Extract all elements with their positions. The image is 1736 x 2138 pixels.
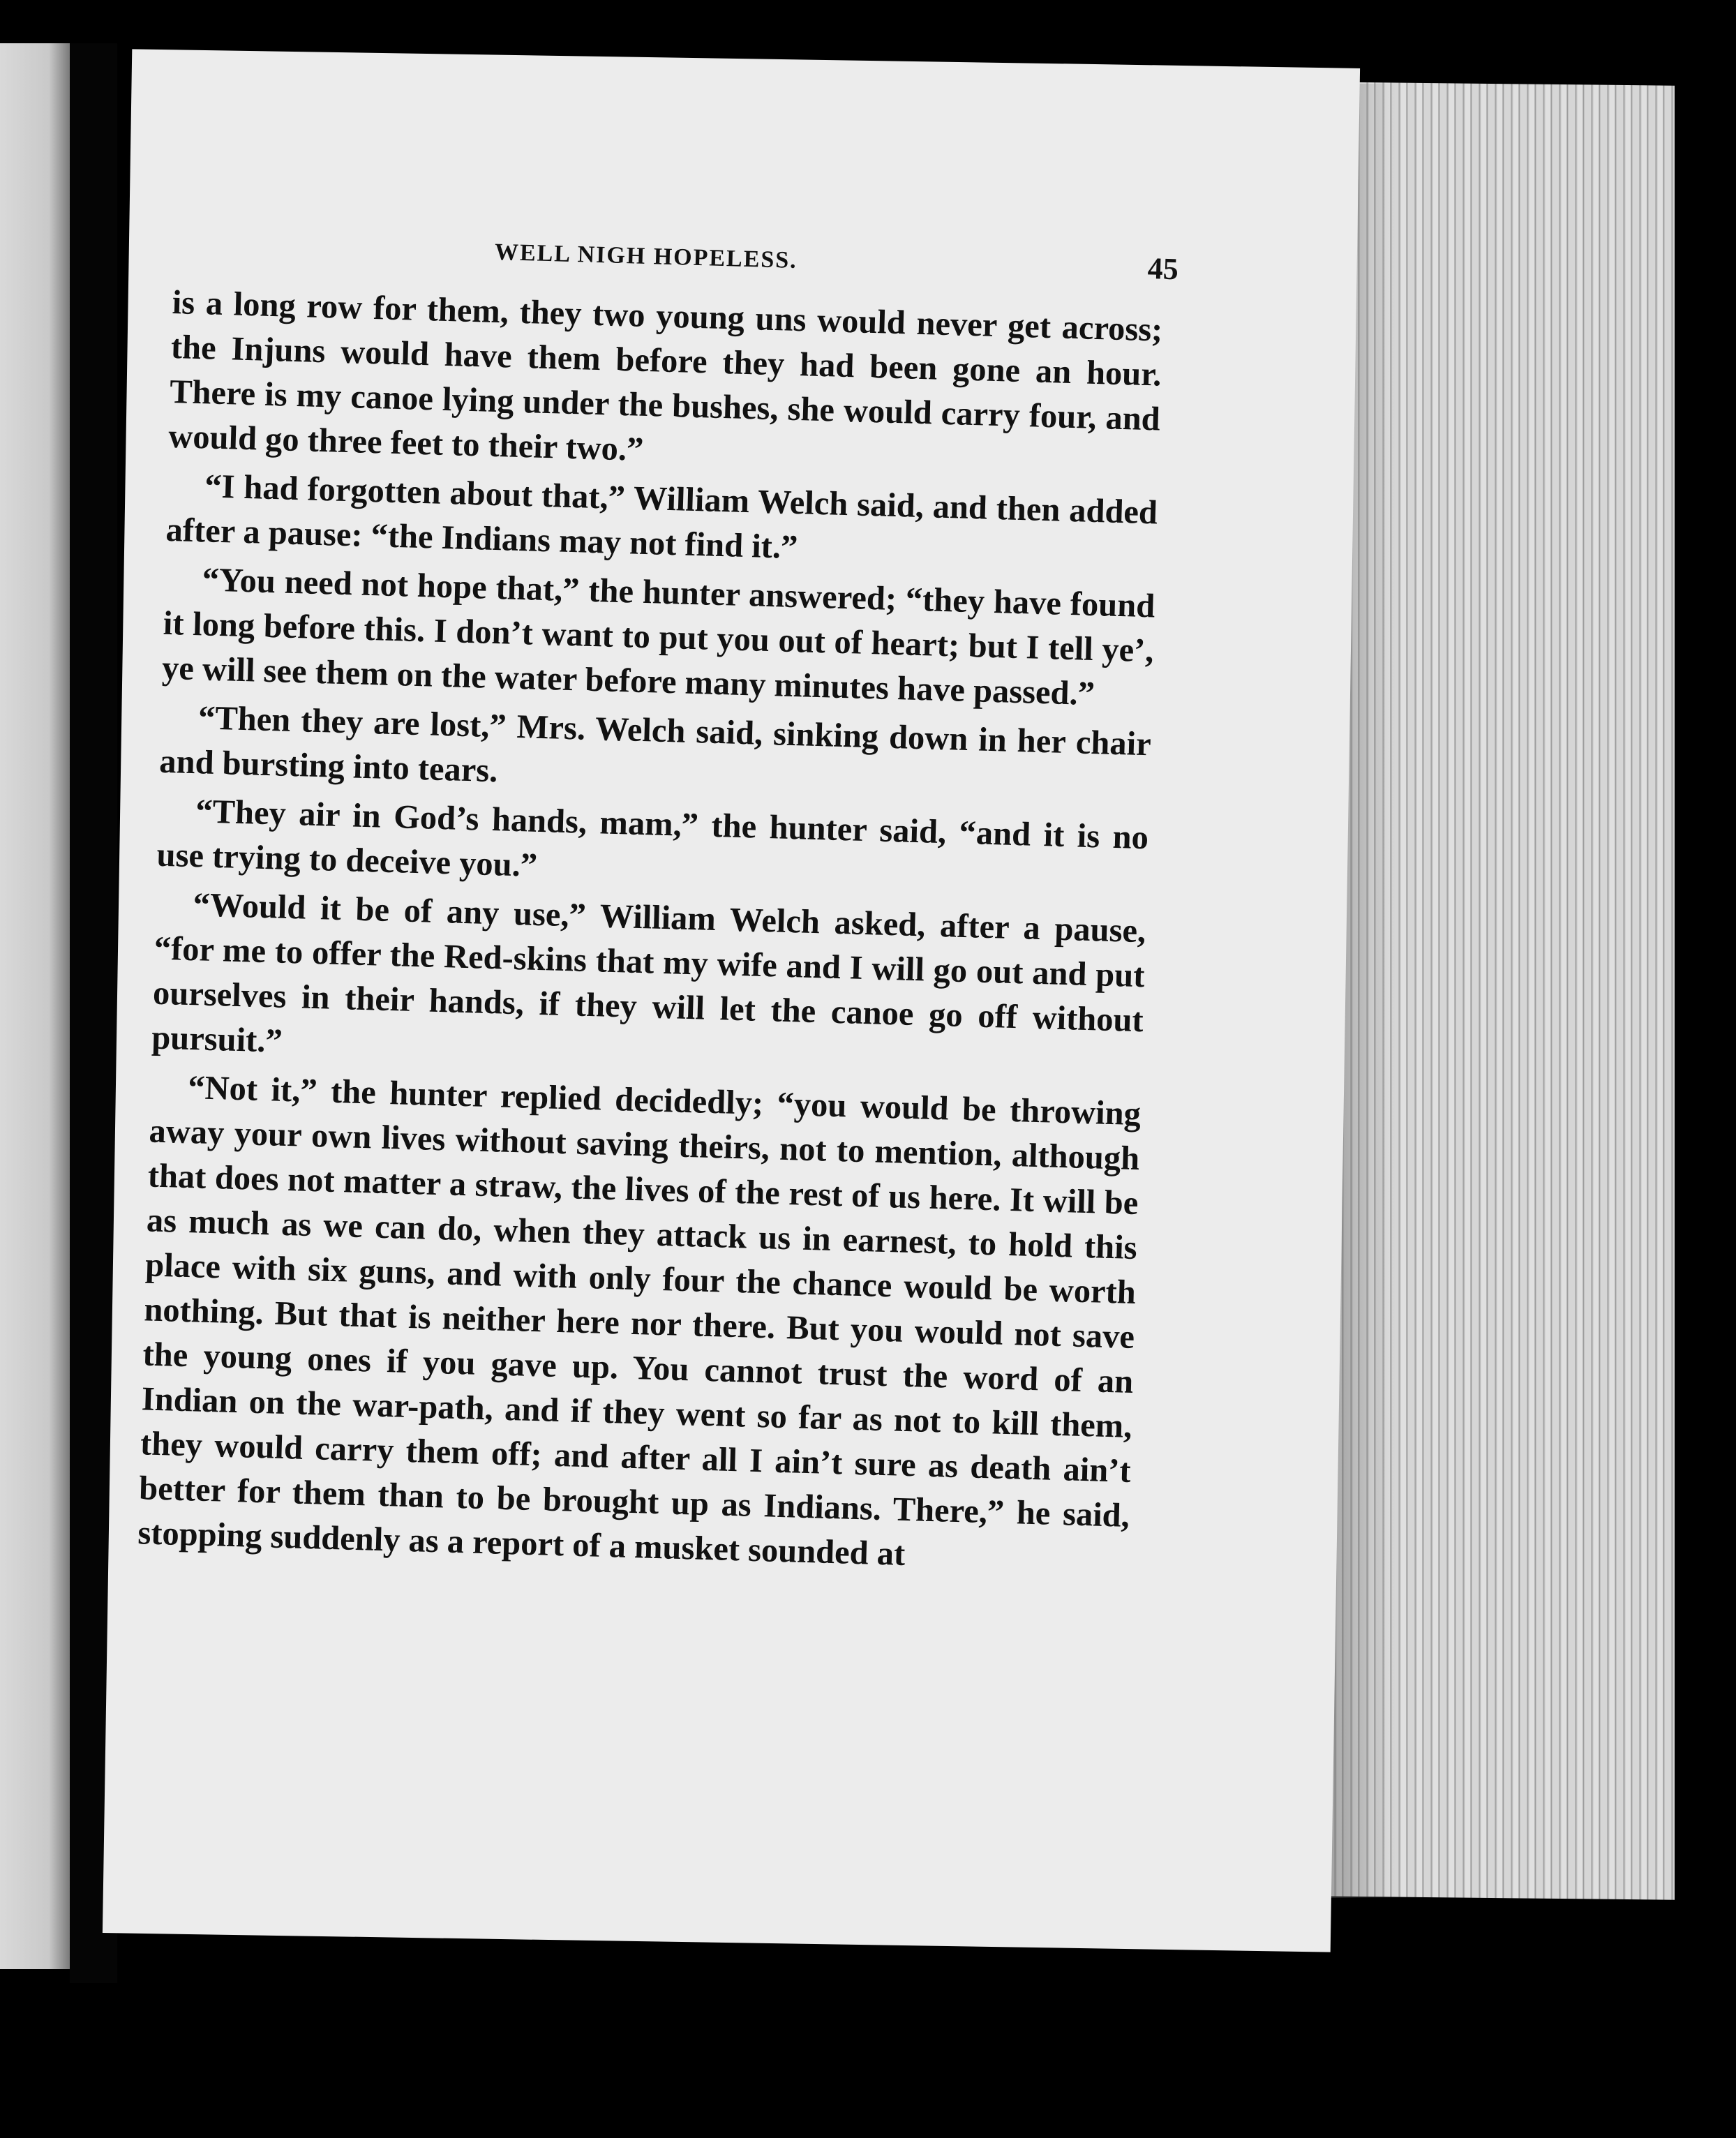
paragraph: “Not it,” the hunter replied decidedly; “you would be throwing away your own lives without saving theirs, not to mention, although that does not matter a straw, the lives of the rest of us here. It will be as much as we can do, when they attack us in earnest, to hold this place with six guns, and with only four the chance would be worth nothing. But that is neither here nor there. But you would not save the young ones if you gave up. You cannot trust the word of an Indian on the war-path, and if they went so far as not to kill them, they would carry them off; and after all I ain’t sure as death ain’t better for them than to be brought up as Indians. There,” he said, stopping suddenly as a report of a musket sounded at: [137, 1069, 1142, 1573]
running-head-title: WELL NIGH HOPELESS.: [494, 239, 798, 274]
paragraph: “They air in God’s hands, mam,” the hunter said, “and it is no use trying to deceive you.”: [156, 793, 1149, 884]
paragraph: “Then they are lost,” Mrs. Welch said, sinking down in her chair and bursting into tears.: [158, 699, 1152, 790]
facing-page-edge: [0, 43, 70, 1969]
page-content: [137, 223, 1179, 1587]
paragraph: is a long row for them, they two young uns would never get across; the Injuns would have them before they had been gone an hour. There is my canoe lying under the bushes, she would carry four, and would go three feet to their two.”: [167, 283, 1164, 468]
paragraph: “I had forgotten about that,” William Welch said, and then added after a pause: “the Indians may not find it.”: [165, 468, 1158, 567]
page-number: 45: [1147, 251, 1179, 287]
paragraph: “You need not hope that,” the hunter answered; “they have found it long before this. I don’t want to put you out of heart; but I tell ye’, ye will see them on the water before many minutes have passed.”: [161, 561, 1155, 713]
paragraph: “Would it be of any use,” William Welch asked, after a pause, “for me to offer the Red-skins that my wife and I will go out and put ourselves in their hands, if they will let the canoe go off without pursuit.”: [151, 886, 1146, 1060]
